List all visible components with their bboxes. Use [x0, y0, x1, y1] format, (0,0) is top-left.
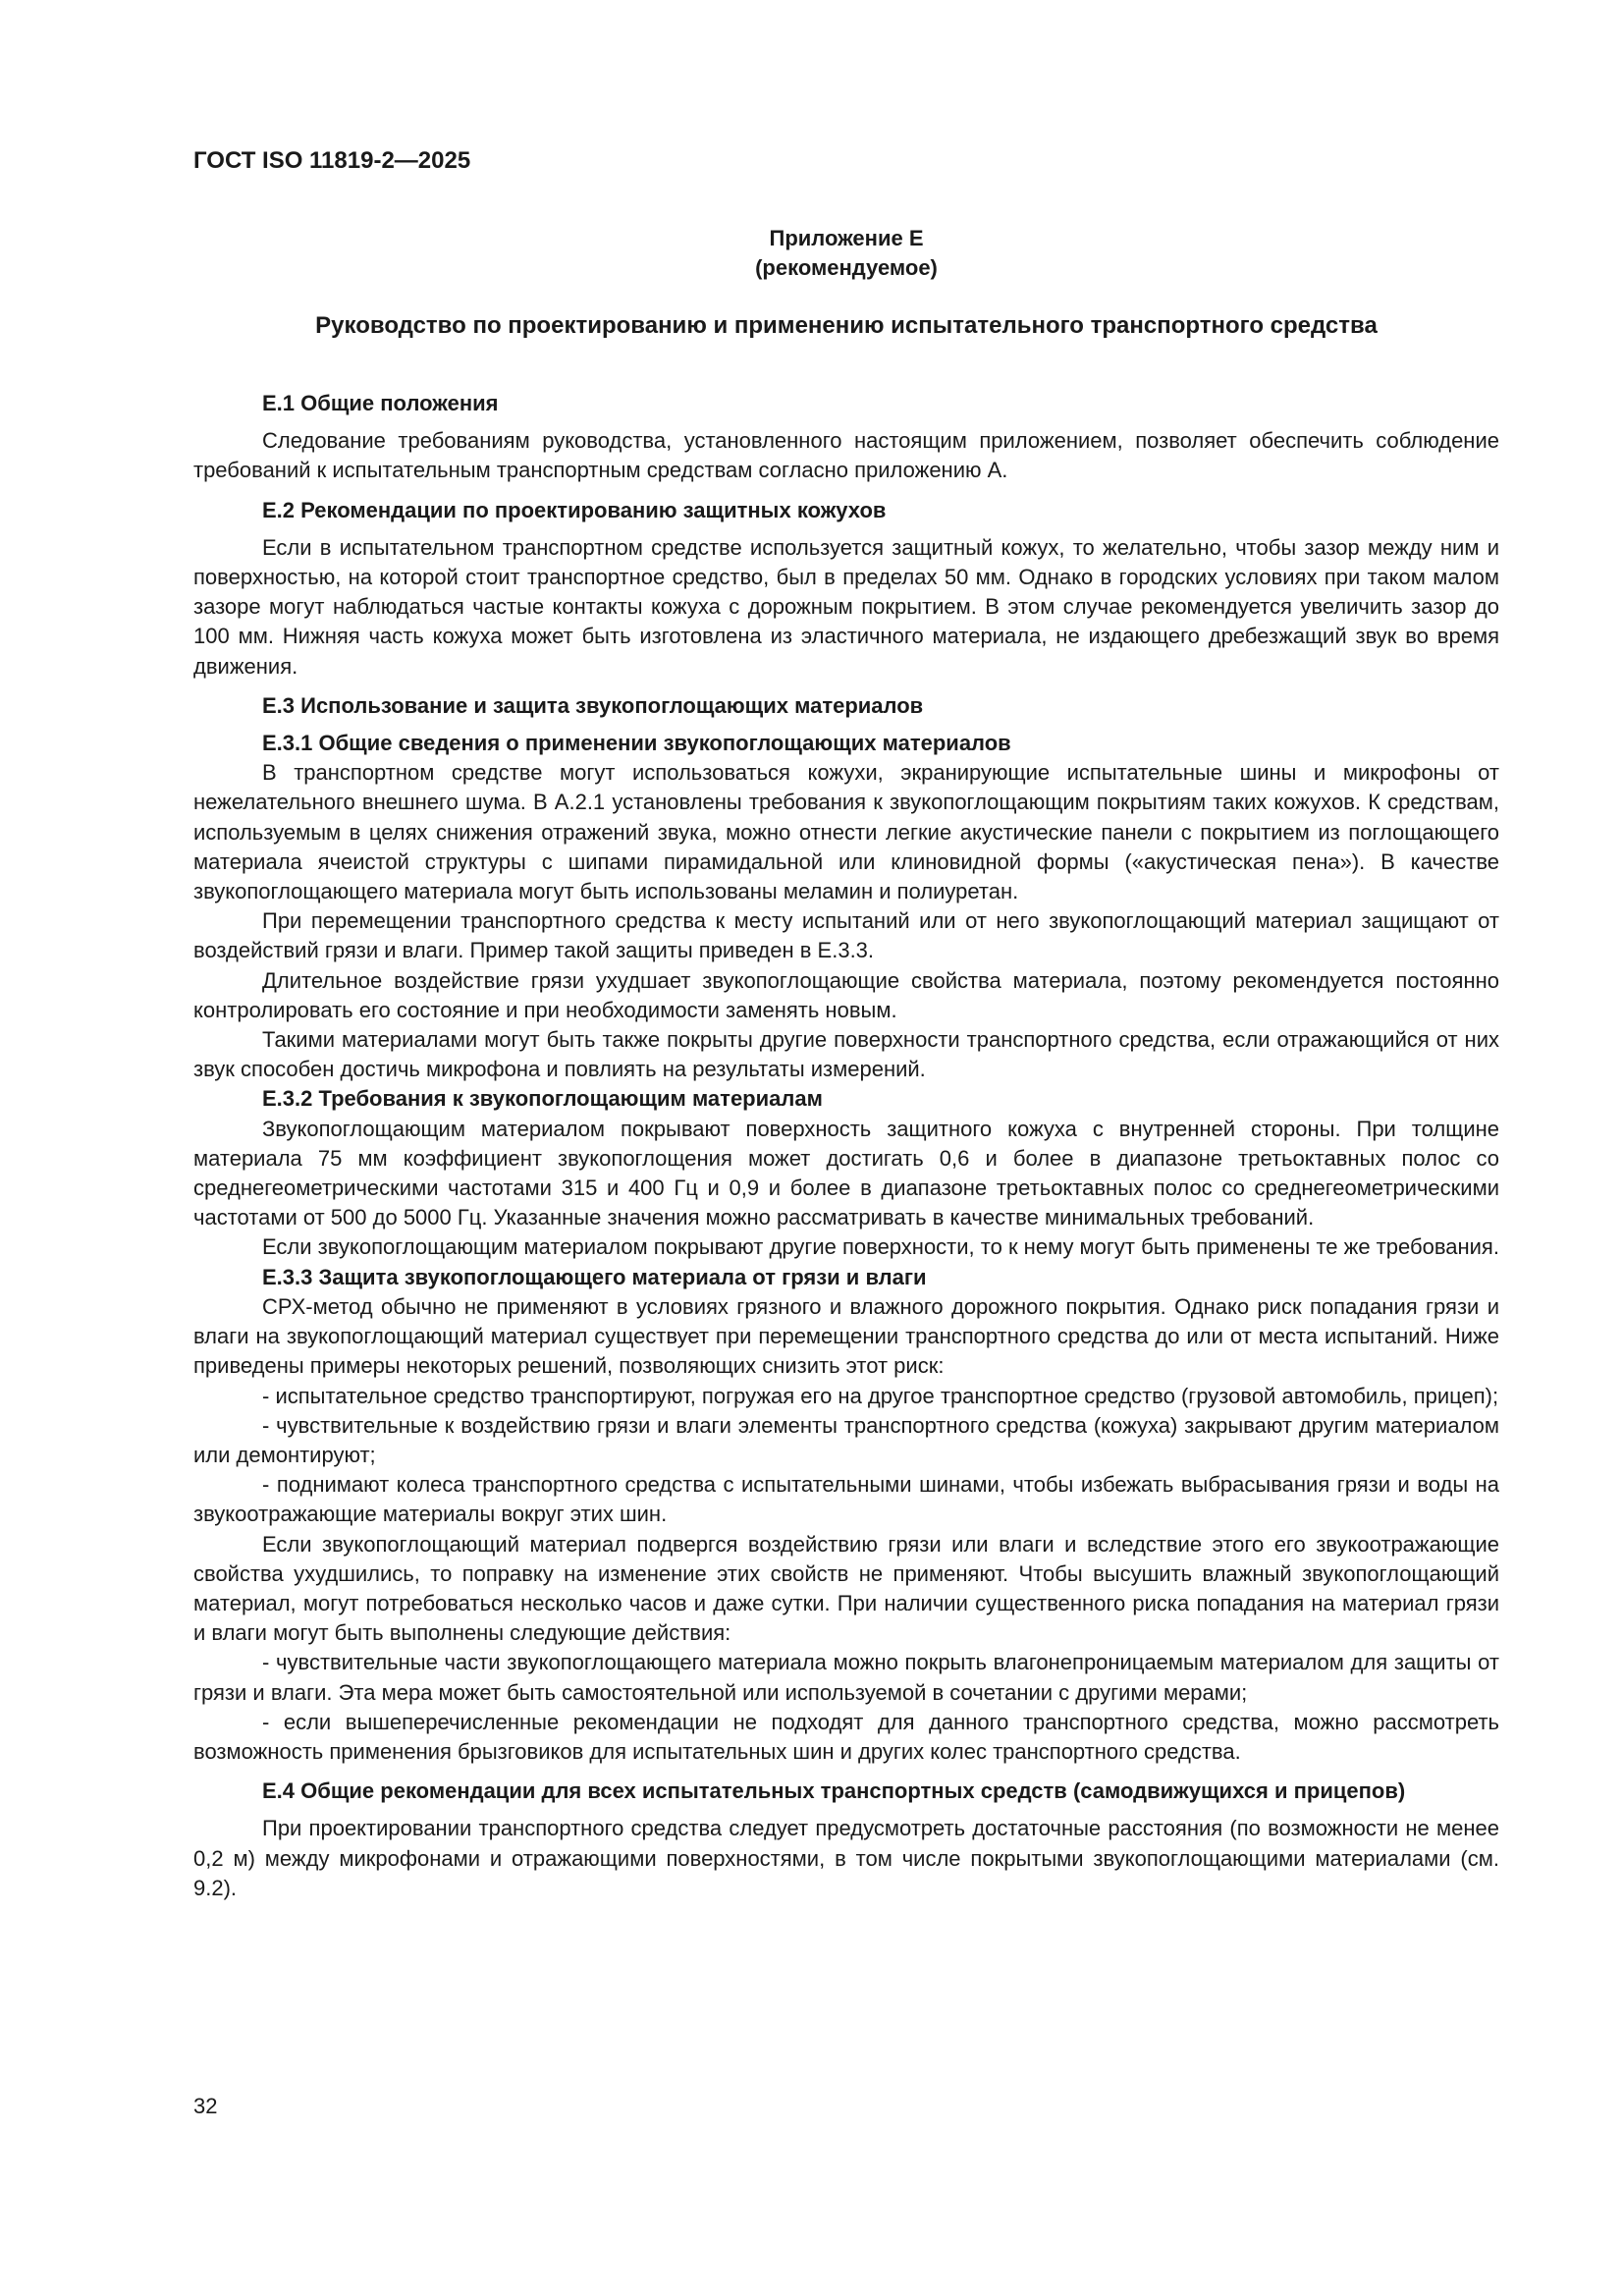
- list-item: - если вышеперечисленные рекомендации не подходят для данного транспортного средства, можно рассмотреть возможность применения брызговиков для испытательных шин и других колес транспортного средства.: [193, 1709, 1499, 1764]
- subsection-heading-e31: Е.3.1 Общие сведения о применении звукопоглощающих материалов: [262, 731, 1011, 756]
- appendix-label: Приложение Е: [769, 226, 924, 250]
- list-item: - испытательное средство транспортируют, погружая его на другое транспортное средство (грузовой автомобиль, прицеп);: [262, 1383, 1499, 1408]
- appendix-status: (рекомендуемое): [755, 255, 938, 280]
- paragraph: Звукопоглощающим материалом покрывают поверхность защитного кожуха с внутренней стороны. При толщине материала 75 мм коэффициент звукопоглощения может достигать 0,6 и более в диапазоне третьоктавных полос со среднегеометрическими частотами 315 и 400 Гц и 0,9 и более в диапазоне третьоктавных полос со среднегеометрическими частотами от 500 до 5000 Гц. Указанные значения можно рассматривать в качестве минимальных требований.: [193, 1116, 1499, 1230]
- paragraph: Такими материалами могут быть также покрыты другие поверхности транспортного средства, если отражающийся от них звук способен достичь микрофона и повлиять на результаты измерений.: [193, 1027, 1499, 1082]
- paragraph: Если звукопоглощающим материалом покрывают другие поверхности, то к нему могут быть применены те же требования.: [262, 1234, 1499, 1260]
- paragraph: В транспортном средстве могут использоваться кожухи, экранирующие испытательные шины и микрофоны от нежелательного внешнего шума. В А.2.1 установлены требования к звукопоглощающим покрытиям таких кожухов. К средствам, используемым в целях снижения отражений звука, можно отнести легкие акустические панели с покрытием из поглощающего материала ячеистой структуры с шипами пирамидальной или клиновидной формы («акустическая пена»). В качестве звукопоглощающего материала могут быть использованы меламин и полиуретан.: [193, 760, 1499, 904]
- paragraph: Длительное воздействие грязи ухудшает звукопоглощающие свойства материала, поэтому рекомендуется постоянно контролировать его состояние и при необходимости заменять новым.: [193, 967, 1499, 1022]
- page-number: 32: [193, 2094, 218, 2118]
- appendix-title: Руководство по проектированию и применению испытательного транспортного средства: [315, 312, 1378, 339]
- document-code-header: ГОСТ ISO 11819-2—2025: [193, 147, 471, 174]
- document-body: [193, 389, 1499, 1903]
- paragraph: Если в испытательном транспортном средстве используется защитный кожух, то желательно, чтобы зазор между ним и поверхностью, на которой стоит транспортное средство, был в пределах 50 мм. Однако в городских условиях при таком малом зазоре могут наблюдаться частые контакты кожуха с дорожным покрытием. В этом случае рекомендуется увеличить зазор до 100 мм. Нижняя часть кожуха может быть изготовлена из эластичного материала, не издающего дребезжащий звук во время движения.: [193, 534, 1499, 679]
- list-item: - чувствительные части звукопоглощающего материала можно покрыть влагонепроницаемым материалом для защиты от грязи и влаги. Эта мера может быть самостоятельной или используемой в сочетании с другими мерами;: [193, 1650, 1499, 1705]
- subsection-heading-e32: Е.3.2 Требования к звукопоглощающим материалам: [262, 1086, 823, 1112]
- section-heading-e2: Е.2 Рекомендации по проектированию защитных кожухов: [262, 497, 887, 522]
- paragraph: При проектировании транспортного средства следует предусмотреть достаточные расстояния (по возможности не менее 0,2 м) между микрофонами и отражающими поверхностями, в том числе покрытыми звукопоглощающими материалами (см. 9.2).: [193, 1816, 1499, 1900]
- paragraph: СРХ-метод обычно не применяют в условиях грязного и влажного дорожного покрытия. Однако риск попадания грязи и влаги на звукопоглощающий материал существует при перемещении транспортного средства до или от места испытаний. Ниже приведены примеры некоторых решений, позволяющих снизить этот риск:: [193, 1293, 1499, 1379]
- subsection-heading-e33: Е.3.3 Защита звукопоглощающего материала от грязи и влаги: [262, 1264, 927, 1289]
- section-heading-e4: Е.4 Общие рекомендации для всех испытательных транспортных средств (самодвижущихся и прицепов): [262, 1778, 1406, 1804]
- list-item: - поднимают колеса транспортного средства с испытательными шинами, чтобы избежать выбрасывания грязи и воды на звукоотражающие материалы вокруг этих шин.: [193, 1472, 1499, 1527]
- appendix-heading: [193, 224, 1499, 283]
- section-heading-e3: Е.3 Использование и защита звукопоглощающих материалов: [262, 692, 924, 718]
- section-heading-e1: Е.1 Общие положения: [262, 391, 499, 415]
- list-item: - чувствительные к воздействию грязи и влаги элементы транспортного средства (кожуха) закрывают другим материалом или демонтируют;: [193, 1412, 1499, 1467]
- paragraph: Следование требованиям руководства, установленного настоящим приложением, позволяет обеспечить соблюдение требований к испытательным транспортным средствам согласно приложению А.: [193, 428, 1499, 483]
- paragraph: При перемещении транспортного средства к месту испытаний или от него звукопоглощающий материал защищают от воздействий грязи и влаги. Пример такой защиты приведен в Е.3.3.: [193, 908, 1499, 963]
- paragraph: Если звукопоглощающий материал подвергся воздействию грязи или влаги и вследствие этого его звукоотражающие свойства ухудшились, то поправку на изменение этих свойств не применяют. Чтобы высушить влажный звукопоглощающий материал, могут потребоваться несколько часов и даже сутки. При наличии существенного риска попадания на материал грязи и влаги могут быть выполнены следующие действия:: [193, 1531, 1499, 1646]
